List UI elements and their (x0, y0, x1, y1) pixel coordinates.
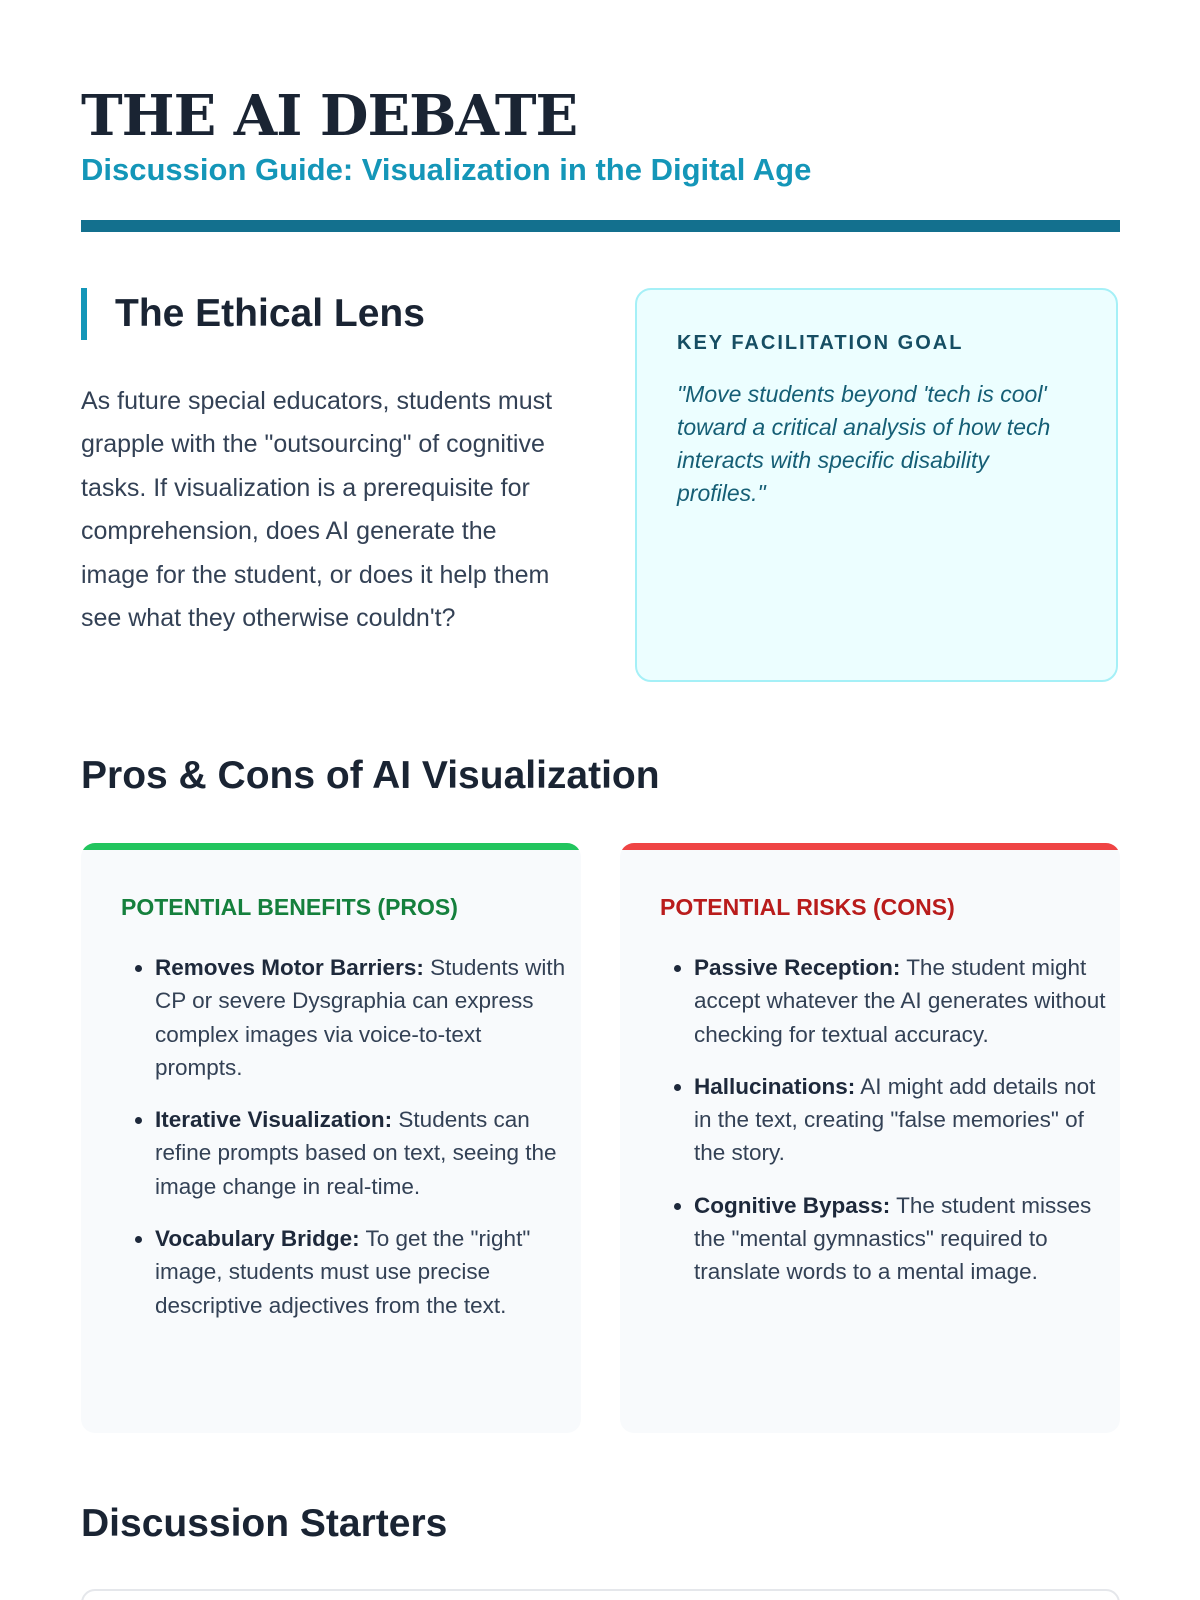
list-item (694, 1189, 1114, 1289)
list-item-term: Cognitive Bypass: (694, 1192, 891, 1218)
list-item-text: Students with CP or severe Dysgraphia can express complex images via voice-to-text prompts. (155, 955, 566, 1080)
list-item (155, 1103, 575, 1203)
list-item-term: Iterative Visualization: (155, 1107, 393, 1133)
ethical-lens-body: As future special educators, students must grapple with the "outsourcing" of cognitive tasks. If visualization is a prerequisite for comprehension, does AI generate the image for the student, or does it help them see what they otherwise couldn't? (81, 387, 553, 633)
pros-accent-bar (81, 843, 581, 850)
cons-list (660, 951, 1114, 1308)
list-item (155, 951, 575, 1084)
list-item-text: The student might accept whatever the AI generates without checking for textual accuracy. (694, 955, 1106, 1047)
list-item (694, 1070, 1114, 1170)
pros-card (81, 843, 581, 1433)
list-item-term: Removes Motor Barriers: (155, 955, 424, 980)
cons-accent-bar (620, 843, 1120, 850)
pros-card-title: POTENTIAL BENEFITS (PROS) (121, 894, 458, 920)
list-item-term: Passive Reception: (694, 955, 901, 980)
section-accent-bar (81, 288, 87, 340)
list-item (694, 951, 1114, 1051)
list-item-text: To get the "right" image, students must use precise descriptive adjectives from the text. (155, 1226, 531, 1318)
pros-cons-heading: Pros & Cons of AI Visualization (81, 754, 660, 797)
cons-card (620, 843, 1120, 1433)
list-item-text: Students can refine prompts based on text, seeing the image change in real-time. (155, 1107, 557, 1199)
discussion-guide-page (81, 0, 1120, 1600)
pros-list (121, 951, 575, 1341)
facilitation-goal-callout (635, 288, 1118, 682)
document-title: THE AI DEBATE (81, 83, 578, 149)
cons-card-title: POTENTIAL RISKS (CONS) (660, 894, 955, 920)
facilitation-goal-quote: "Move students beyond 'tech is cool' toward a critical analysis of how tech interacts with specific disability profiles." (677, 381, 1051, 506)
discussion-starters-heading: Discussion Starters (81, 1502, 448, 1545)
discussion-starters-card (81, 1589, 1120, 1600)
title-divider (81, 220, 1120, 232)
document-subtitle: Discussion Guide: Visualization in the Digital Age (81, 152, 812, 187)
list-item-text: AI might add details not in the text, creating "false memories" of the story. (694, 1073, 1096, 1166)
facilitation-goal-label: KEY FACILITATION GOAL (677, 332, 964, 354)
list-item (155, 1222, 575, 1322)
ethical-lens-heading: The Ethical Lens (115, 292, 425, 335)
list-item-text: The student misses the "mental gymnastics" required to translate words to a mental image. (694, 1192, 1092, 1285)
list-item-term: Vocabulary Bridge: (155, 1226, 360, 1252)
list-item-term: Hallucinations: (694, 1073, 856, 1099)
